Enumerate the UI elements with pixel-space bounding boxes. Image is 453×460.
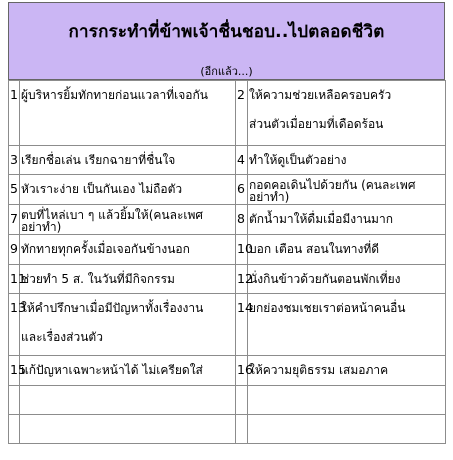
item-text: ยกย่องชมเชยเราต่อหน้าคนอื่น bbox=[248, 294, 446, 356]
item-number: 3 bbox=[9, 146, 20, 175]
empty-cell bbox=[9, 386, 20, 415]
item-number: 11 bbox=[9, 265, 20, 294]
empty-cell bbox=[20, 386, 236, 415]
item-text: หัวเราะง่าย เป็นกันเอง ไม่ถือตัว bbox=[20, 175, 236, 205]
table-row bbox=[9, 81, 446, 146]
table-row bbox=[9, 235, 446, 265]
empty-cell bbox=[236, 386, 248, 415]
behavior-table bbox=[8, 80, 446, 444]
item-number: 15 bbox=[9, 356, 20, 386]
item-text: ทำให้ดูเป็นตัวอย่าง bbox=[248, 146, 446, 175]
document-sheet bbox=[8, 2, 445, 453]
item-number: 13 bbox=[9, 294, 20, 356]
empty-row bbox=[9, 386, 446, 415]
item-number: 10 bbox=[236, 235, 248, 265]
item-number: 4 bbox=[236, 146, 248, 175]
empty-cell bbox=[248, 386, 446, 415]
item-number: 5 bbox=[9, 175, 20, 205]
item-number: 12 bbox=[236, 265, 248, 294]
table-row bbox=[9, 294, 446, 356]
title-banner bbox=[8, 2, 445, 80]
item-text: นั่งกินข้าวด้วยกันตอนพักเที่ยง bbox=[248, 265, 446, 294]
item-text: ผู้บริหารยิ้มทักทายก่อนแวลาที่เจอกัน bbox=[20, 81, 236, 146]
empty-cell bbox=[20, 415, 236, 444]
empty-row bbox=[9, 415, 446, 444]
page-title: การกระทำที่ข้าพเจ้าชื่นชอบ..ไปตลอดชีวิต bbox=[68, 22, 385, 42]
item-text: ช่วยทำ 5 ส. ในวันที่มีกิจกรรม bbox=[20, 265, 236, 294]
item-text: ให้ความยุติธรรม เสมอภาค bbox=[248, 356, 446, 386]
item-text: เรียกชื่อเล่น เรียกฉายาที่ชื่นใจ bbox=[20, 146, 236, 175]
item-number: 7 bbox=[9, 205, 20, 235]
item-number: 6 bbox=[236, 175, 248, 205]
item-number: 16 bbox=[236, 356, 248, 386]
table-row bbox=[9, 146, 446, 175]
item-text: ให้คำปรึกษาเมื่อมีปัญหาทั้งเรื่องงาน และเรื่องส่วนตัว bbox=[20, 294, 236, 356]
item-number: 8 bbox=[236, 205, 248, 235]
empty-cell bbox=[248, 415, 446, 444]
table-row bbox=[9, 356, 446, 386]
empty-cell bbox=[9, 415, 20, 444]
item-text: แก้ปัญหาเฉพาะหน้าได้ ไม่เครียดใส่ bbox=[20, 356, 236, 386]
item-text: ทักทายทุกครั้งเมื่อเจอกันข้างนอก bbox=[20, 235, 236, 265]
empty-cell bbox=[236, 415, 248, 444]
item-text: ตักน้ำมาให้ดื่มเมื่อมีงานมาก bbox=[248, 205, 446, 235]
table-row bbox=[9, 175, 446, 205]
item-text: บอก เตือน สอนในทางที่ดี bbox=[248, 235, 446, 265]
item-text: ตบที่ไหล่เบา ๆ แล้วยิ้มให้(คนละเพศ อย่าทำ) bbox=[20, 205, 236, 235]
table-row bbox=[9, 265, 446, 294]
item-number: 9 bbox=[9, 235, 20, 265]
item-number: 1 bbox=[9, 81, 20, 146]
item-number: 14 bbox=[236, 294, 248, 356]
item-text: ให้ความช่วยเหลือครอบครัว ส่วนตัวเมื่อยามที่เดือดร้อน bbox=[248, 81, 446, 146]
table-row bbox=[9, 205, 446, 235]
item-text: กอดคอเดินไปด้วยกัน (คนละเพศ อย่าทำ) bbox=[248, 175, 446, 205]
item-number: 2 bbox=[236, 81, 248, 146]
page-subtitle: (อีกแล้ว...) bbox=[200, 65, 253, 78]
